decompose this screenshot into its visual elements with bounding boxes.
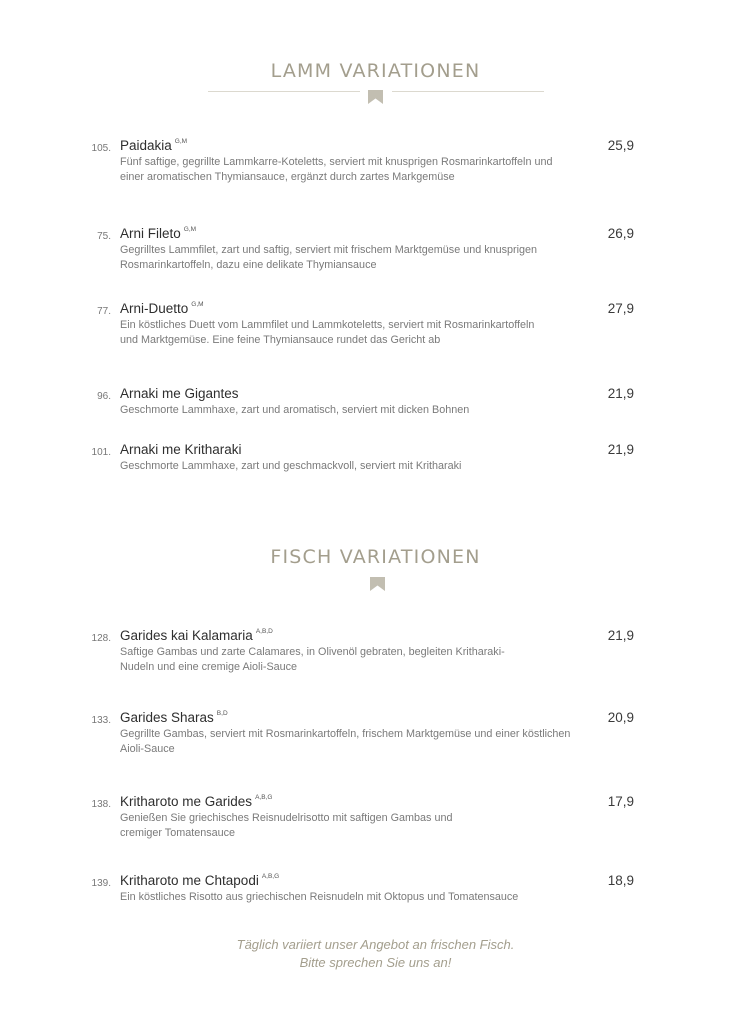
item-description: Ein köstliches Duett vom Lammfilet und Lammkoteletts, serviert mit Rosmarinkartoffeln und Marktgemüse. Eine feine Thymiansauce rundet das Gericht ab xyxy=(120,319,535,346)
divider-line-left xyxy=(208,91,360,92)
item-name: Garides Sharas $^{B,D}$ xyxy=(120,710,228,725)
item-description: Gegrilltes Lammfilet, zart und saftig, serviert mit frischem Marktgemüse und knusprigen Rosmarinkartoffeln, dazu eine delikate Thymiansauce xyxy=(120,244,538,271)
item-description: Fünf saftige, gegrillte Lammkarre-Koteletts, serviert mit knusprigen Rosmarinkartoffeln und einer aromatischen Thymiansauce, ergänzt durch zartes Markgemüse xyxy=(120,156,553,183)
section-title-fisch: FISCH VARIATIONEN xyxy=(270,546,481,568)
item-price: 21,9 xyxy=(607,386,634,401)
item-number: 101. xyxy=(91,447,111,458)
item-description: Saftige Gambas und zarte Calamares, in Olivenöl gebraten, begleiten Kritharaki-Nudeln und eine cremige Aioli-Sauce xyxy=(120,646,505,673)
item-name: Paidakia $^{G,M}$ xyxy=(120,138,188,153)
item-price: 27,9 xyxy=(607,301,634,316)
item-price: 21,9 xyxy=(607,628,634,643)
footer-line-2: Bitte sprechen Sie uns an! xyxy=(299,955,452,970)
item-name: Arni-Duetto $^{G,M}$ xyxy=(120,301,204,316)
allergen-codes: A,B,G xyxy=(255,794,273,801)
item-number: 133. xyxy=(91,715,111,726)
item-price: 17,9 xyxy=(607,794,634,809)
item-number: 138. xyxy=(91,799,111,810)
allergen-codes: G,M xyxy=(174,138,188,145)
ribbon-icon xyxy=(370,577,385,591)
footer-line-1: Täglich variiert unser Angebot an frischen Fisch. xyxy=(236,937,515,952)
item-description: Gegrillte Gambas, serviert mit Rosmarinkartoffeln, frischem Marktgemüse und einer köstlichen Aioli-Sauce xyxy=(120,728,571,755)
section-title-lamm: LAMM VARIATIONEN xyxy=(270,60,481,82)
item-description: Genießen Sie griechisches Reisnudelrisotto mit saftigen Gambas und cremiger Tomatensauce xyxy=(120,812,453,839)
item-number: 139. xyxy=(91,878,111,889)
item-name: Arnaki me Gigantes xyxy=(120,386,239,401)
item-price: 26,9 xyxy=(607,226,634,241)
allergen-codes: G,M xyxy=(191,301,204,308)
allergen-codes: A,B,G xyxy=(261,873,280,880)
item-name: Kritharoto me Chtapodi $^{A,B,G}$ xyxy=(120,873,280,888)
item-description: Geschmorte Lammhaxe, zart und aromatisch, serviert mit dicken Bohnen xyxy=(120,404,470,416)
item-number: 105. xyxy=(91,143,111,154)
item-price: 20,9 xyxy=(607,710,634,725)
item-name: Arnaki me Kritharaki xyxy=(120,442,242,457)
item-name: Garides kai Kalamaria $^{A,B,D}$ xyxy=(120,628,273,643)
item-price: 18,9 xyxy=(607,873,634,888)
ribbon-icon xyxy=(368,90,383,104)
footer-note xyxy=(0,936,751,972)
item-number: 77. xyxy=(97,306,111,317)
divider-line-right xyxy=(392,91,544,92)
allergen-codes: A,B,D xyxy=(255,628,273,635)
item-number: 75. xyxy=(97,231,111,242)
item-number: 128. xyxy=(91,633,111,644)
allergen-codes: G,M xyxy=(183,226,197,233)
item-description: Ein köstliches Risotto aus griechischen Reisnudeln mit Oktopus und Tomatensauce xyxy=(120,891,519,903)
item-number: 96. xyxy=(97,391,111,402)
item-name: Kritharoto me Garides $^{A,B,G}$ xyxy=(120,794,273,809)
item-price: 25,9 xyxy=(607,138,634,153)
item-price: 21,9 xyxy=(607,442,634,457)
item-name: Arni Fileto $^{G,M}$ xyxy=(120,226,197,241)
allergen-codes: B,D xyxy=(216,710,228,717)
item-description: Geschmorte Lammhaxe, zart und geschmackvoll, serviert mit Kritharaki xyxy=(120,460,462,472)
